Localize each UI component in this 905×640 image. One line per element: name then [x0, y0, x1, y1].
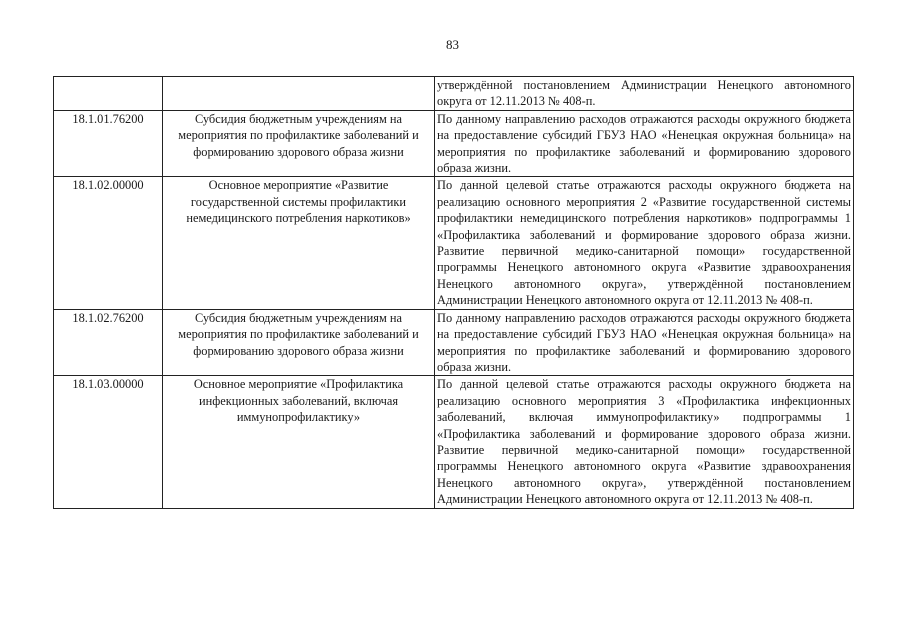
budget-classification-table — [53, 76, 854, 509]
name-cell: Основное мероприятие «Профилактика инфекционных заболеваний, включая иммунопрофилактику» — [163, 376, 435, 508]
table-row — [54, 177, 854, 309]
description-cell: По данному направлению расходов отражаются расходы окружного бюджета на предоставление субсидий ГБУЗ НАО «Ненецкая окружная больница» на мероприятия по профилактике заболеваний и формированию здорового образа жизни. — [435, 110, 854, 177]
code-cell: 18.1.02.00000 — [54, 177, 163, 309]
table-row-continuation — [54, 77, 854, 111]
table-row — [54, 110, 854, 177]
description-cell: По данному направлению расходов отражаются расходы окружного бюджета на предоставление субсидий ГБУЗ НАО «Ненецкая окружная больница» на мероприятия по профилактике заболеваний и формированию здорового образа жизни. — [435, 309, 854, 376]
code-cell: 18.1.01.76200 — [54, 110, 163, 177]
page-number: 83 — [446, 37, 459, 52]
name-cell: Субсидия бюджетным учреждениям на мероприятия по профилактике заболеваний и формированию здорового образа жизни — [163, 110, 435, 177]
table-row — [54, 309, 854, 376]
code-cell: 18.1.03.00000 — [54, 376, 163, 508]
name-cell — [163, 77, 435, 111]
name-cell: Субсидия бюджетным учреждениям на мероприятия по профилактике заболеваний и формированию здорового образа жизни — [163, 309, 435, 376]
description-cell: утверждённой постановлением Администрации Ненецкого автономного округа от 12.11.2013 № 408-п. — [435, 77, 854, 111]
name-cell: Основное мероприятие «Развитие государственной системы профилактики немедицинского потребления наркотиков» — [163, 177, 435, 309]
code-cell: 18.1.02.76200 — [54, 309, 163, 376]
description-cell: По данной целевой статье отражаются расходы окружного бюджета на реализацию основного мероприятия 2 «Развитие государственной системы профилактики немедицинского потребления наркотиков» подпрограммы 1 «Профилактика заболеваний и формирование здорового образа жизни. Развитие первичной медико-санитарной помощи» государственной программы Ненецкого автономного округа «Развитие здравоохранения Ненецкого автономного округа», утверждённой постановлением Администрации Ненецкого автономного округа от 12.11.2013 № 408-п. — [435, 177, 854, 309]
description-cell: По данной целевой статье отражаются расходы окружного бюджета на реализацию основного мероприятия 3 «Профилактика инфекционных заболеваний, включая иммунопрофилактику» подпрограммы 1 «Профилактика заболеваний и формирование здорового образа жизни. Развитие первичной медико-санитарной помощи» государственной программы Ненецкого автономного округа «Развитие здравоохранения Ненецкого автономного округа», утверждённой постановлением Администрации Ненецкого автономного округа от 12.11.2013 № 408-п. — [435, 376, 854, 508]
table-row — [54, 376, 854, 508]
code-cell — [54, 77, 163, 111]
